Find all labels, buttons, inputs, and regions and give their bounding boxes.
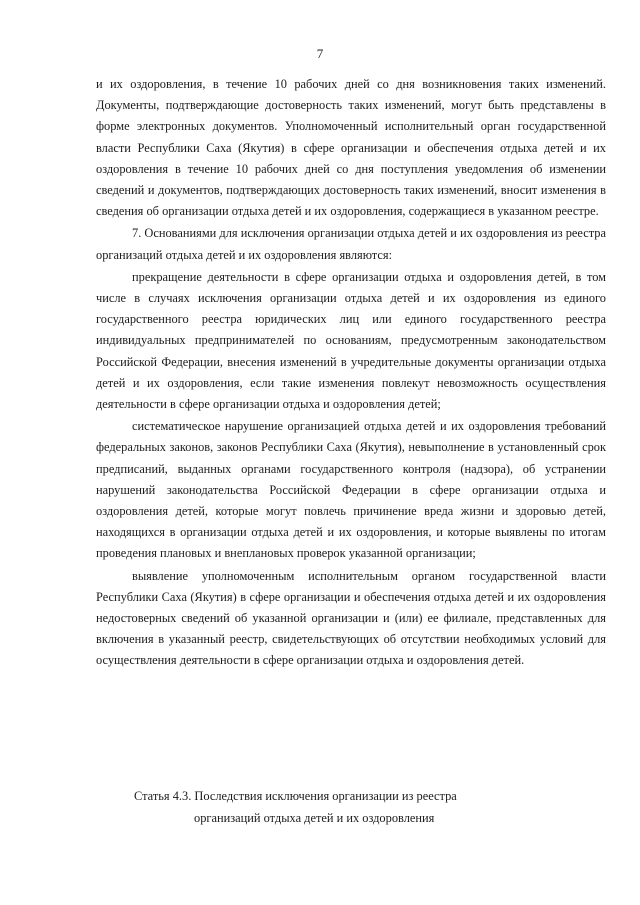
paragraph-continuation: и их оздоровления, в течение 10 рабочих дней со дня возникновения таких изменений. Документы, подтверждающие достоверность таких изменений, могут быть представлены в форме электронных документов. Уполномоченный исполнительный орган государственной власти Республики Саха (Якутия) в сфере организации и обеспечения отдыха детей и их оздоровления в течение 10 рабочих дней со дня поступления уведомления об изменении сведений и документов, подтверждающих достоверность таких изменений, вносит изменения в сведения об организации отдыха детей и их оздоровления, содержащиеся в указанном реестре. [96, 77, 606, 219]
article-heading-line-2: организаций отдыха детей и их оздоровления [194, 811, 435, 825]
page-number: 7 [316, 46, 324, 61]
paragraph-ground-termination: прекращение деятельности в сфере организации отдыха и оздоровления детей, в том числе в случаях исключения организации отдыха детей и их оздоровления из единого государственного реестра юридических лиц или единого государственного реестра индивидуальных предпринимателей по основаниям, предусмотренным законодательством Российской Федерации, внесения изменений в учредительные документы организации отдыха детей и их оздоровления, если такие изменения повлекут невозможность осуществления деятельности в сфере организации отдыха и оздоровления детей; [96, 269, 606, 412]
paragraph-item-7: 7. Основаниями для исключения организации отдыха детей и их оздоровления из реестра организаций отдыха детей и их оздоровления являются: [96, 226, 606, 262]
document-body [96, 74, 606, 672]
article-heading-line-1: Статья 4.3. Последствия исключения организации из реестра [134, 789, 457, 803]
paragraph-ground-violation: систематическое нарушение организацией отдыха детей и их оздоровления требований федеральных законов, законов Республики Саха (Якутия), невыполнение в установленный срок предписаний, выданных органами государственного контроля (надзора), об устранении нарушений законодательства Российской Федерации в сфере организации отдыха и оздоровления детей, которые могут повлечь причинение вреда жизни и здоровью детей, находящихся в организации отдыха детей и их оздоровления, и которые выявлены по итогам проведения плановых и внеплановых проверок указанной организации; [96, 419, 606, 561]
paragraph-ground-false-info: выявление уполномоченным исполнительным органом государственной власти Республики Саха (Якутия) в сфере организации и обеспечения отдыха детей и их оздоровления недостоверных сведений об указанной организации и (или) ее филиале, представленных для включения в указанный реестр, свидетельствующих об отсутствии необходимых условий для осуществления деятельности в сфере организации отдыха и оздоровления детей. [96, 568, 606, 668]
